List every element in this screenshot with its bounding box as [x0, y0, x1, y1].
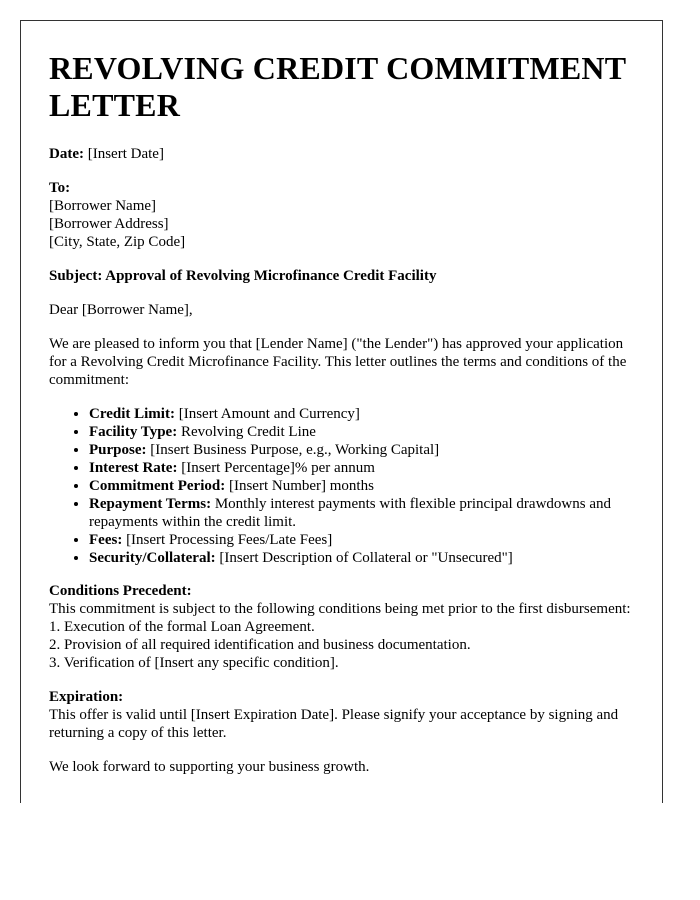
expiration-section	[49, 688, 634, 742]
term-label: Credit Limit:	[89, 406, 175, 422]
term-value: [Insert Processing Fees/Late Fees]	[126, 532, 333, 548]
term-label: Security/Collateral:	[89, 550, 216, 566]
conditions-heading: Conditions Precedent:	[49, 583, 192, 599]
term-item	[89, 477, 634, 495]
terms-list	[49, 405, 634, 567]
expiration-heading: Expiration:	[49, 689, 124, 705]
expiration-text: This offer is valid until [Insert Expiration Date]. Please signify your acceptance by signing and returning a copy of this letter.	[49, 707, 619, 741]
term-item	[89, 495, 634, 531]
term-item	[89, 441, 634, 459]
term-value: [Insert Description of Collateral or "Unsecured"]	[219, 550, 513, 566]
recipient-address: [Borrower Address]	[49, 216, 169, 232]
condition-item: 3. Verification of [Insert any specific condition].	[49, 655, 339, 671]
term-item	[89, 423, 634, 441]
to-label: To:	[49, 180, 71, 196]
term-label: Purpose:	[89, 442, 147, 458]
term-value: [Insert Number] months	[228, 478, 374, 494]
term-label: Interest Rate:	[89, 460, 178, 476]
term-label: Commitment Period:	[89, 478, 226, 494]
date-label: Date:	[49, 146, 84, 162]
closing-line: We look forward to supporting your business growth.	[49, 759, 370, 775]
recipient-city: [City, State, Zip Code]	[49, 234, 186, 250]
conditions-intro: This commitment is subject to the following conditions being met prior to the first disbursement:	[49, 601, 631, 617]
term-value: Revolving Credit Line	[180, 424, 316, 440]
term-value: [Insert Percentage]% per annum	[181, 460, 375, 476]
term-value: [Insert Amount and Currency]	[178, 406, 360, 422]
term-value: [Insert Business Purpose, e.g., Working Capital]	[150, 442, 440, 458]
term-value: Monthly interest payments with flexible principal drawdowns and repayments within the credit limit.	[89, 496, 611, 530]
term-label: Fees:	[89, 532, 123, 548]
date-line	[49, 145, 634, 163]
condition-item: 1. Execution of the formal Loan Agreement.	[49, 619, 315, 635]
salutation: Dear [Borrower Name],	[49, 302, 193, 318]
condition-item: 2. Provision of all required identification and business documentation.	[49, 637, 471, 653]
letter-title: REVOLVING CREDIT COMMITMENT LETTER	[49, 50, 626, 123]
term-label: Facility Type:	[89, 424, 178, 440]
subject-line	[49, 267, 634, 285]
recipient-name: [Borrower Name]	[49, 198, 157, 214]
subject-text: Subject: Approval of Revolving Microfinance Credit Facility	[49, 268, 437, 284]
conditions-section	[49, 582, 634, 672]
term-label: Repayment Terms:	[89, 496, 212, 512]
letter-document	[20, 20, 663, 803]
term-item	[89, 531, 634, 549]
term-item	[89, 549, 634, 567]
intro-paragraph: We are pleased to inform you that [Lender Name] ("the Lender") has approved your application for a Revolving Credit Microfinance Facility. This letter outlines the terms and conditions of the commitment:	[49, 336, 627, 388]
date-value: [Insert Date]	[87, 146, 164, 162]
term-item	[89, 459, 634, 477]
recipient-block	[49, 179, 634, 251]
term-item	[89, 405, 634, 423]
